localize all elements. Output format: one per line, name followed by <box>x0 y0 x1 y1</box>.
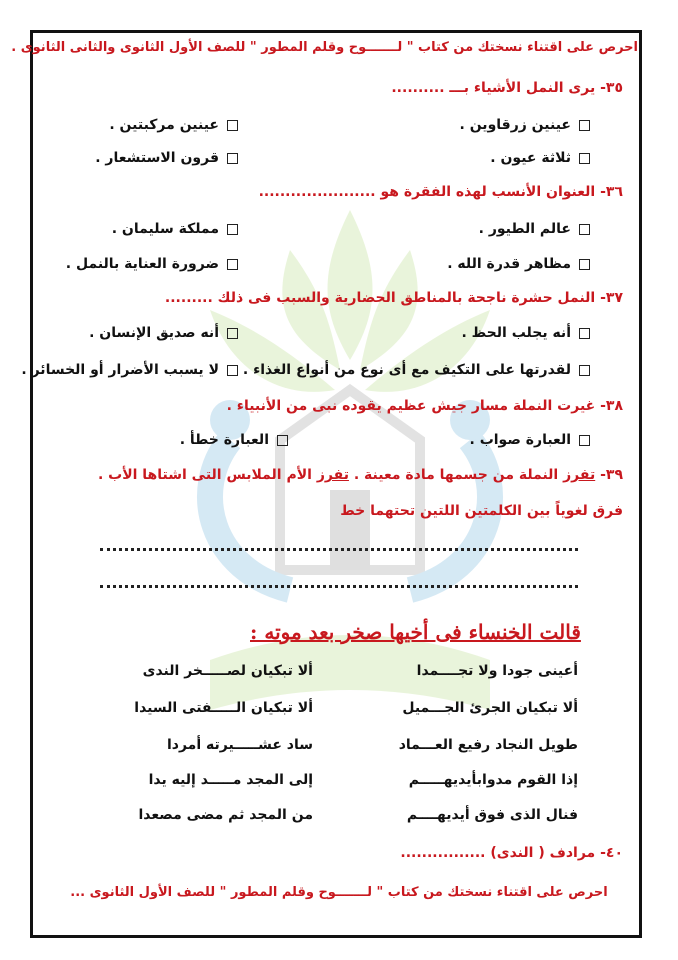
checkbox-icon[interactable] <box>579 328 590 339</box>
verse-5-second-half: من المجد ثم مضى مصعدا <box>138 807 313 823</box>
option-q37-b[interactable]: أنه صديق الإنسان . <box>89 325 238 341</box>
question-36-title: ٣٦- العنوان الأنسب لهذه الفقرة هو ...................... <box>258 184 623 200</box>
option-q35-b[interactable]: عينين مركبتين . <box>109 117 238 133</box>
checkbox-icon[interactable] <box>227 120 238 131</box>
checkbox-icon[interactable] <box>227 153 238 164</box>
verse-5-first-half: فنال الذى فوق أيديهــــم <box>406 807 578 823</box>
checkbox-icon[interactable] <box>579 435 590 446</box>
verse-3-second-half: ساد عشـــــيرته أمردا <box>166 737 313 753</box>
footer-text: احرص على اقتناء نسختك من كتاب " لـــــــوح وقلم المطور " للصف الأول الثانوى ... <box>70 885 608 900</box>
checkbox-icon[interactable] <box>579 365 590 376</box>
checkbox-icon[interactable] <box>227 365 238 376</box>
checkbox-icon[interactable] <box>579 224 590 235</box>
question-40-title: ٤٠- مرادف ( الندى) ................ <box>400 845 623 861</box>
question-39-instruction: فرق لغوياً بين الكلمتين اللتين تحتهما خط <box>340 503 623 519</box>
checkbox-icon[interactable] <box>277 435 288 446</box>
header-text: احرص على اقتناء نسختك من كتاب " لـــــــوح وقلم المطور " للصف الأول الثانوى والثانى الثانوى . <box>11 40 638 55</box>
verse-1-first-half: أعينى جودا ولا تجــــمدا <box>416 663 578 679</box>
option-q36-d[interactable]: ضرورة العناية بالنمل . <box>66 256 238 272</box>
underlined-word-2: تفرز <box>316 467 349 483</box>
option-q35-c[interactable]: ثلاثة عيون . <box>490 150 590 166</box>
option-q38-b[interactable]: العبارة خطأ . <box>180 432 288 448</box>
checkbox-icon[interactable] <box>579 259 590 270</box>
question-37-title: ٣٧- النمل حشرة ناجحة بالمناطق الحضارية والسبب فى ذلك ......... <box>164 290 623 306</box>
checkbox-icon[interactable] <box>579 120 590 131</box>
option-q36-a[interactable]: عالم الطيور . <box>479 221 590 237</box>
question-39-title: ٣٩- تفرز النملة من جسمها مادة معينة . تفرز الأم الملابس التى اشتاها الأب . <box>97 467 623 483</box>
option-q36-b[interactable]: مملكة سليمان . <box>112 221 238 237</box>
verse-3-first-half: طويل النجاد رفيع العـــماد <box>398 737 578 753</box>
answer-line-2[interactable] <box>100 585 578 588</box>
underlined-word-1: تفرز <box>563 467 596 483</box>
question-38-title: ٣٨- غيرت النملة مسار جيش عظيم يقوده نبى من الأنبياء . <box>226 398 623 414</box>
checkbox-icon[interactable] <box>579 153 590 164</box>
checkbox-icon[interactable] <box>227 224 238 235</box>
option-q37-d[interactable]: لا يسبب الأضرار أو الخسائر . <box>21 362 238 378</box>
option-q37-a[interactable]: أنه يجلب الحظ . <box>461 325 590 341</box>
verse-2-second-half: ألا تبكيان الـــــفتى السيدا <box>134 700 313 716</box>
answer-line-1[interactable] <box>100 548 578 551</box>
verse-1-second-half: ألا تبكيان لصـــــخر الندى <box>142 663 313 679</box>
option-q38-a[interactable]: العبارة صواب . <box>470 432 591 448</box>
option-q35-a[interactable]: عينين زرقاوين . <box>460 117 590 133</box>
option-q37-c[interactable]: لقدرتها على التكيف مع أى نوع من أنواع الغذاء . <box>243 362 590 378</box>
checkbox-icon[interactable] <box>227 259 238 270</box>
verse-4-first-half: إذا القوم مدوابأيديهـــــم <box>408 772 578 788</box>
poem-title: قالت الخنساء فى أخيها صخر بعد موته : <box>250 620 581 644</box>
page-border <box>11 30 642 938</box>
option-q36-c[interactable]: مظاهر قدرة الله . <box>447 256 590 272</box>
verse-4-second-half: إلى المجد مـــــد إليه يدا <box>148 772 313 788</box>
verse-2-first-half: ألا تبكيان الجرئ الجـــميل <box>402 700 578 716</box>
checkbox-icon[interactable] <box>227 328 238 339</box>
option-q35-d[interactable]: قرون الاستشعار . <box>95 150 238 166</box>
question-35-title: ٣٥- يرى النمل الأشياء بـــ .......... <box>391 80 623 96</box>
